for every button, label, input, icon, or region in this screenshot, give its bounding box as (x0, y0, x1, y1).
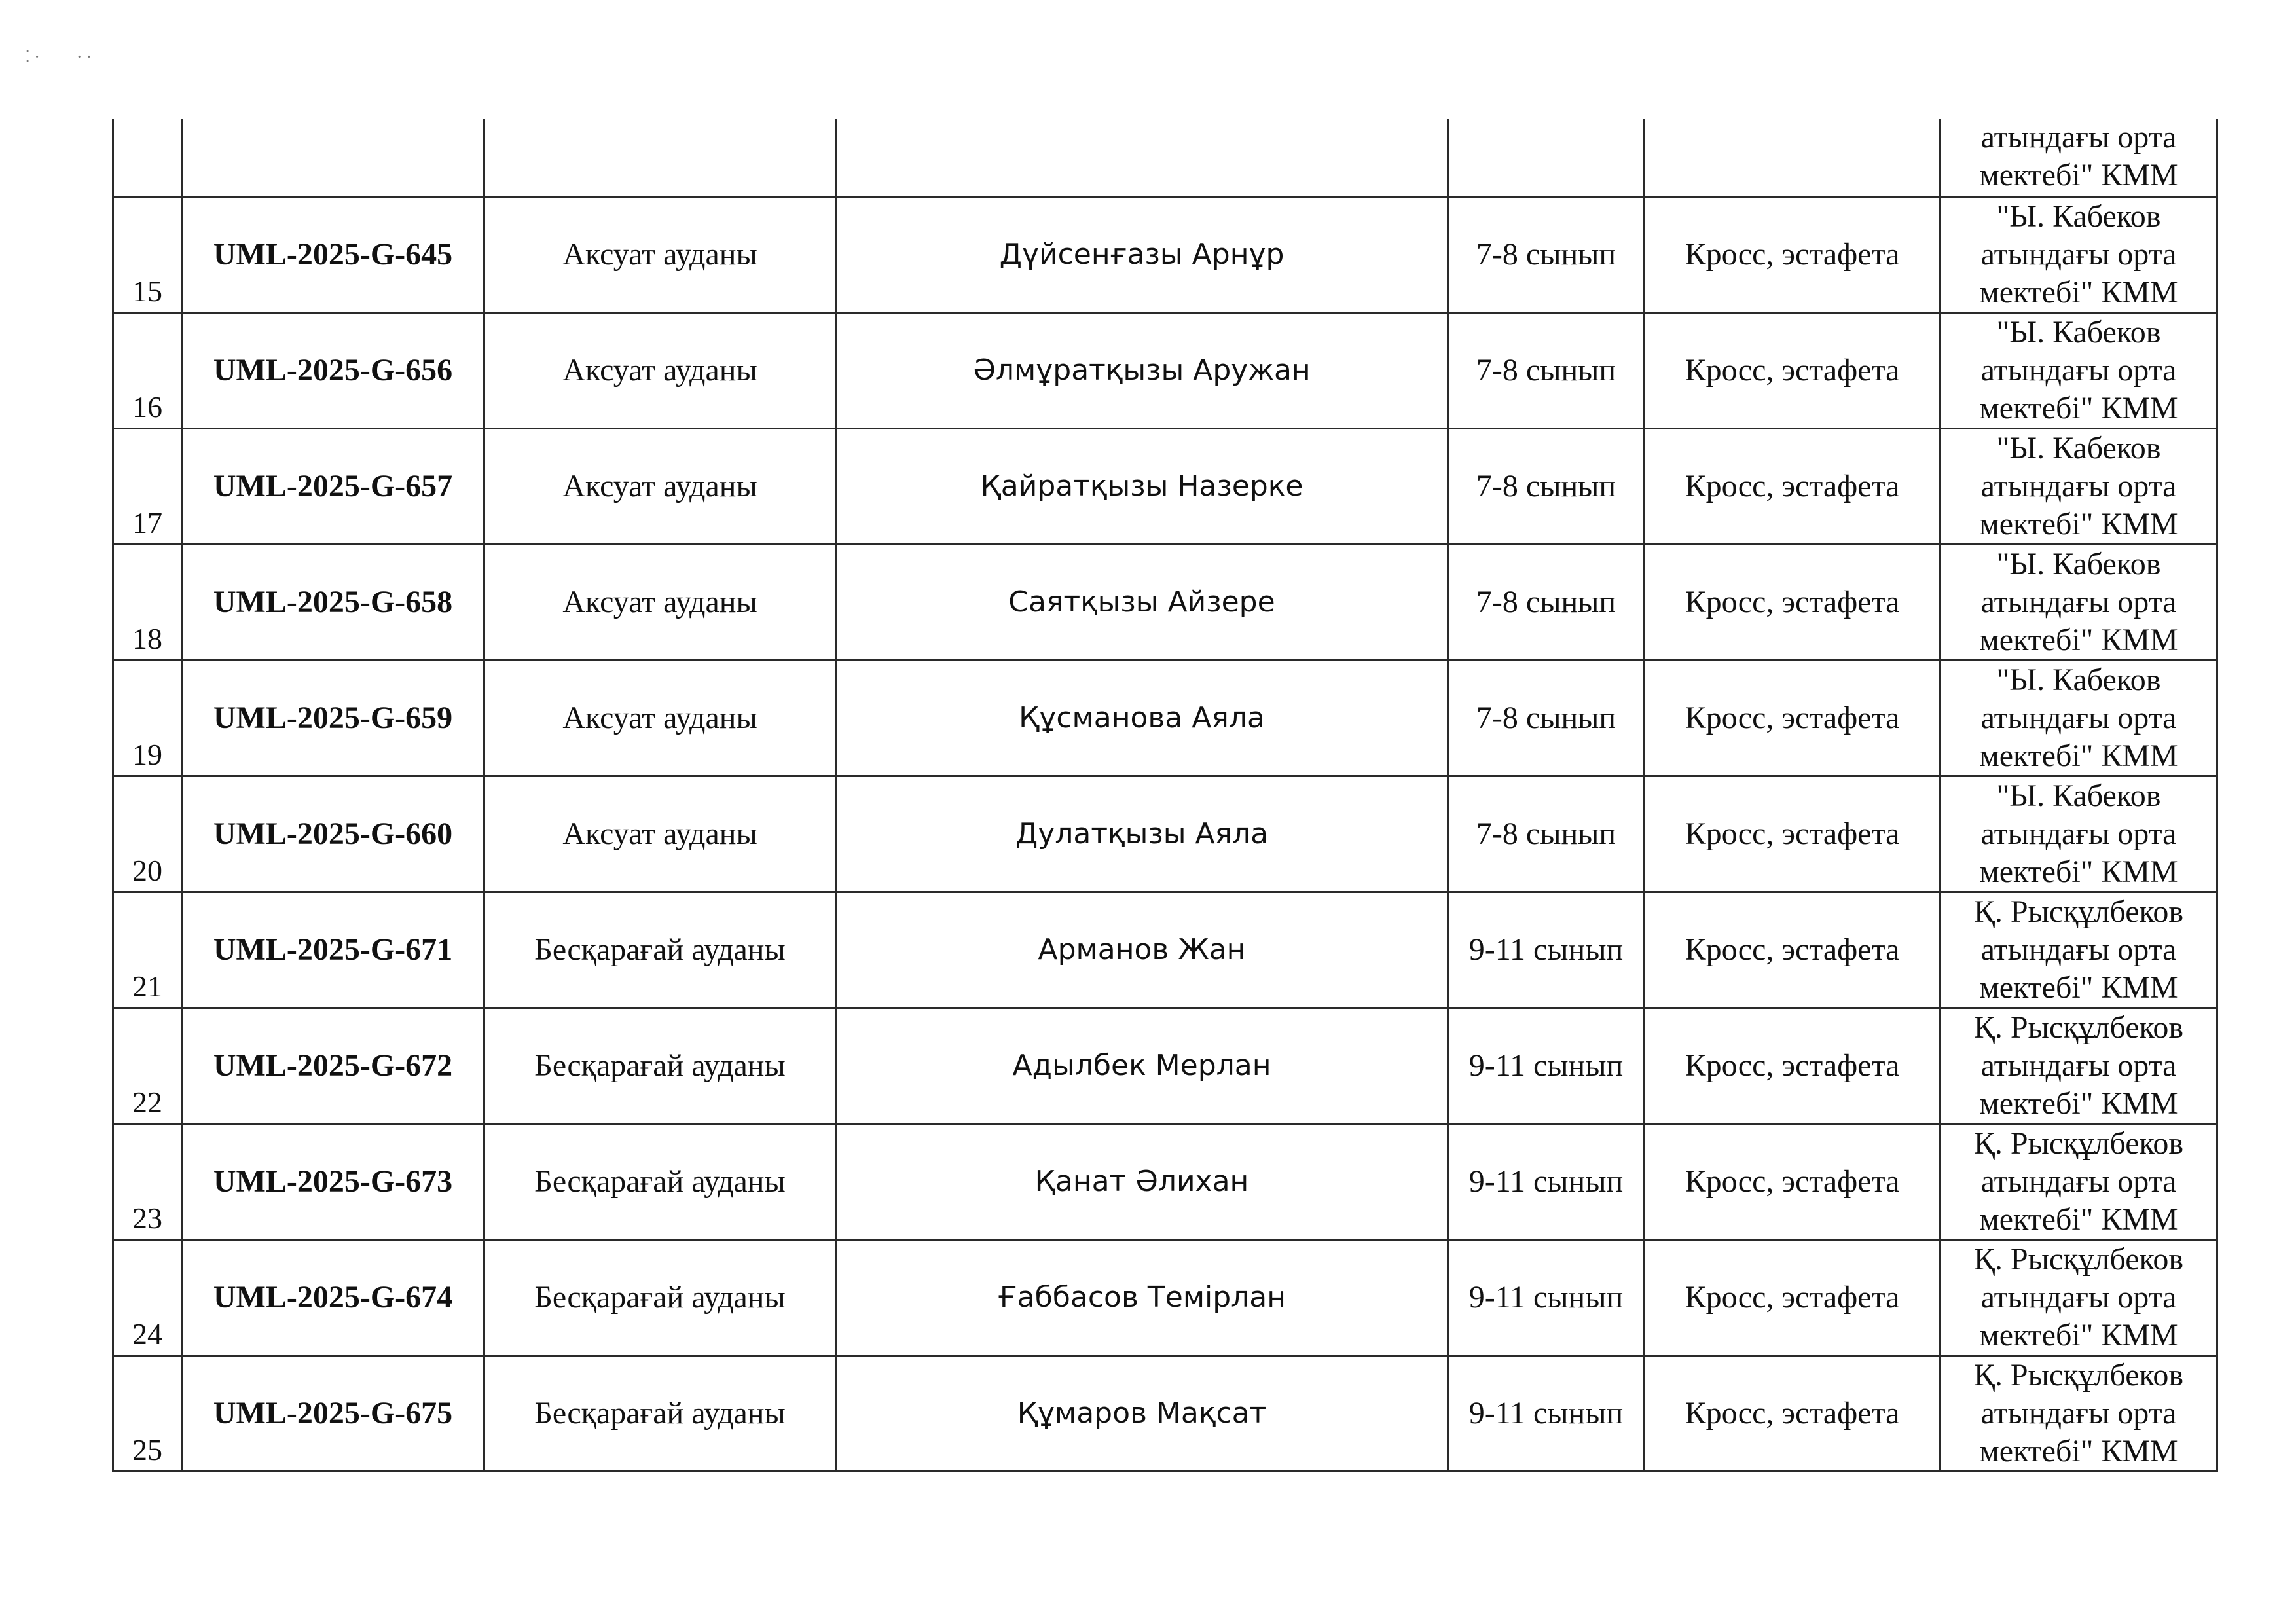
num-cell: 20 (113, 776, 182, 892)
district-cell: Бесқарағай ауданы (484, 1240, 836, 1356)
grade-cell: 9-11 сынып (1448, 892, 1645, 1008)
event-cell: Кросс, эстафета (1645, 545, 1941, 661)
name-cell: Әлмұратқызы Аружан (836, 313, 1448, 429)
table-row (113, 661, 2217, 776)
num-cell (113, 119, 182, 197)
school-line: "Ы. Кабеков (1996, 778, 2161, 813)
district-cell: Аксуат ауданы (484, 776, 836, 892)
num-cell: 25 (113, 1356, 182, 1472)
school-cell (1941, 892, 2217, 1008)
table-row (113, 1356, 2217, 1472)
school-cell (1941, 429, 2217, 545)
event-cell: Кросс, эстафета (1645, 313, 1941, 429)
grade-cell: 7-8 сынып (1448, 776, 1645, 892)
event-cell (1645, 119, 1941, 197)
code-cell: UML-2025-G-672 (182, 1008, 484, 1124)
code-cell: UML-2025-G-674 (182, 1240, 484, 1356)
school-line: атындағы орта (1980, 816, 2177, 851)
event-cell: Кросс, эстафета (1645, 892, 1941, 1008)
school-line: мектебі" КММ (1979, 275, 2178, 310)
num-cell: 24 (113, 1240, 182, 1356)
table-row (113, 1008, 2217, 1124)
name-cell: Қайратқызы Назерке (836, 429, 1448, 545)
code-cell: UML-2025-G-645 (182, 197, 484, 313)
school-line: атындағы орта (1980, 1396, 2177, 1431)
name-cell (836, 119, 1448, 197)
school-line: мектебі" КММ (1979, 1086, 2178, 1121)
school-line: атындағы орта (1980, 585, 2177, 619)
num-cell: 23 (113, 1124, 182, 1240)
grade-cell: 7-8 сынып (1448, 313, 1645, 429)
school-line: мектебі" КММ (1979, 739, 2178, 773)
school-line: атындағы орта (1980, 1280, 2177, 1315)
table-row (113, 429, 2217, 545)
name-cell: Адылбек Мерлан (836, 1008, 1448, 1124)
school-cell (1941, 1356, 2217, 1472)
grade-cell: 9-11 сынып (1448, 1008, 1645, 1124)
grade-cell: 9-11 сынып (1448, 1356, 1645, 1472)
code-cell: UML-2025-G-657 (182, 429, 484, 545)
district-cell: Аксуат ауданы (484, 429, 836, 545)
event-cell: Кросс, эстафета (1645, 1356, 1941, 1472)
school-line: "Ы. Кабеков (1996, 547, 2161, 581)
num-cell: 22 (113, 1008, 182, 1124)
school-line: мектебі" КММ (1979, 507, 2178, 541)
event-cell: Кросс, эстафета (1645, 197, 1941, 313)
event-cell: Кросс, эстафета (1645, 1008, 1941, 1124)
code-cell: UML-2025-G-673 (182, 1124, 484, 1240)
num-cell: 17 (113, 429, 182, 545)
school-cell (1941, 1124, 2217, 1240)
code-cell: UML-2025-G-658 (182, 545, 484, 661)
table-row (113, 313, 2217, 429)
school-line: мектебі" КММ (1979, 1318, 2178, 1353)
grade-cell: 7-8 сынып (1448, 661, 1645, 776)
district-cell: Аксуат ауданы (484, 545, 836, 661)
school-line: атындағы орта (1980, 932, 2177, 967)
name-cell: Құмаров Мақсат (836, 1356, 1448, 1472)
grade-cell: 9-11 сынып (1448, 1240, 1645, 1356)
participants-table (112, 119, 2218, 1472)
table-row (113, 1124, 2217, 1240)
school-line: мектебі" КММ (1979, 1434, 2178, 1468)
school-line: атындағы орта (1980, 469, 2177, 503)
school-cell (1941, 313, 2217, 429)
school-line: мектебі" КММ (1979, 158, 2178, 192)
event-cell: Кросс, эстафета (1645, 429, 1941, 545)
district-cell: Бесқарағай ауданы (484, 1124, 836, 1240)
code-cell (182, 119, 484, 197)
district-cell: Аксуат ауданы (484, 661, 836, 776)
code-cell: UML-2025-G-675 (182, 1356, 484, 1472)
table-row (113, 776, 2217, 892)
table-body (113, 119, 2217, 1472)
name-cell: Қанат Әлихан (836, 1124, 1448, 1240)
name-cell: Саятқызы Айзере (836, 545, 1448, 661)
table-row (113, 892, 2217, 1008)
school-cell (1941, 119, 2217, 197)
num-cell: 16 (113, 313, 182, 429)
district-cell: Бесқарағай ауданы (484, 1356, 836, 1472)
grade-cell: 7-8 сынып (1448, 197, 1645, 313)
school-line: мектебі" КММ (1979, 1202, 2178, 1237)
num-cell: 18 (113, 545, 182, 661)
name-cell: Құсманова Аяла (836, 661, 1448, 776)
school-line: атындағы орта (1980, 353, 2177, 388)
school-line: атындағы орта (1980, 237, 2177, 272)
school-line: мектебі" КММ (1979, 854, 2178, 889)
table-row (113, 1240, 2217, 1356)
event-cell: Кросс, эстафета (1645, 661, 1941, 776)
num-cell: 21 (113, 892, 182, 1008)
school-line: атындағы орта (1980, 1048, 2177, 1083)
num-cell: 19 (113, 661, 182, 776)
code-cell: UML-2025-G-656 (182, 313, 484, 429)
scan-specks: ⁚· ·· (25, 47, 96, 66)
school-line: мектебі" КММ (1979, 970, 2178, 1005)
school-line: Қ. Рысқұлбеков (1973, 1126, 2184, 1161)
name-cell: Арманов Жан (836, 892, 1448, 1008)
grade-cell (1448, 119, 1645, 197)
district-cell (484, 119, 836, 197)
school-cell (1941, 197, 2217, 313)
school-line: "Ы. Кабеков (1996, 199, 2161, 234)
num-cell: 15 (113, 197, 182, 313)
grade-cell: 9-11 сынып (1448, 1124, 1645, 1240)
school-cell (1941, 776, 2217, 892)
school-line: Қ. Рысқұлбеков (1973, 1010, 2184, 1045)
school-line: атындағы орта (1980, 701, 2177, 735)
school-line: "Ы. Кабеков (1996, 663, 2161, 697)
school-line: атындағы орта (1980, 1164, 2177, 1199)
school-line: мектебі" КММ (1979, 391, 2178, 426)
school-line: "Ы. Кабеков (1996, 431, 2161, 465)
grade-cell: 7-8 сынып (1448, 429, 1645, 545)
name-cell: Дүйсенғазы Арнұр (836, 197, 1448, 313)
table-row (113, 545, 2217, 661)
school-cell (1941, 661, 2217, 776)
school-line: "Ы. Кабеков (1996, 315, 2161, 350)
district-cell: Аксуат ауданы (484, 197, 836, 313)
table-row (113, 197, 2217, 313)
code-cell: UML-2025-G-660 (182, 776, 484, 892)
event-cell: Кросс, эстафета (1645, 1240, 1941, 1356)
district-cell: Бесқарағай ауданы (484, 1008, 836, 1124)
school-line: Қ. Рысқұлбеков (1973, 1242, 2184, 1277)
code-cell: UML-2025-G-659 (182, 661, 484, 776)
school-line: Қ. Рысқұлбеков (1973, 894, 2184, 929)
school-cell (1941, 1240, 2217, 1356)
name-cell: Ғаббасов Темірлан (836, 1240, 1448, 1356)
school-line: Қ. Рысқұлбеков (1973, 1358, 2184, 1393)
school-line: атындағы орта (1980, 120, 2177, 155)
district-cell: Аксуат ауданы (484, 313, 836, 429)
event-cell: Кросс, эстафета (1645, 776, 1941, 892)
grade-cell: 7-8 сынып (1448, 545, 1645, 661)
school-cell (1941, 1008, 2217, 1124)
district-cell: Бесқарағай ауданы (484, 892, 836, 1008)
school-line: мектебі" КММ (1979, 623, 2178, 657)
event-cell: Кросс, эстафета (1645, 1124, 1941, 1240)
continued-row (113, 119, 2217, 197)
school-cell (1941, 545, 2217, 661)
code-cell: UML-2025-G-671 (182, 892, 484, 1008)
name-cell: Дулатқызы Аяла (836, 776, 1448, 892)
